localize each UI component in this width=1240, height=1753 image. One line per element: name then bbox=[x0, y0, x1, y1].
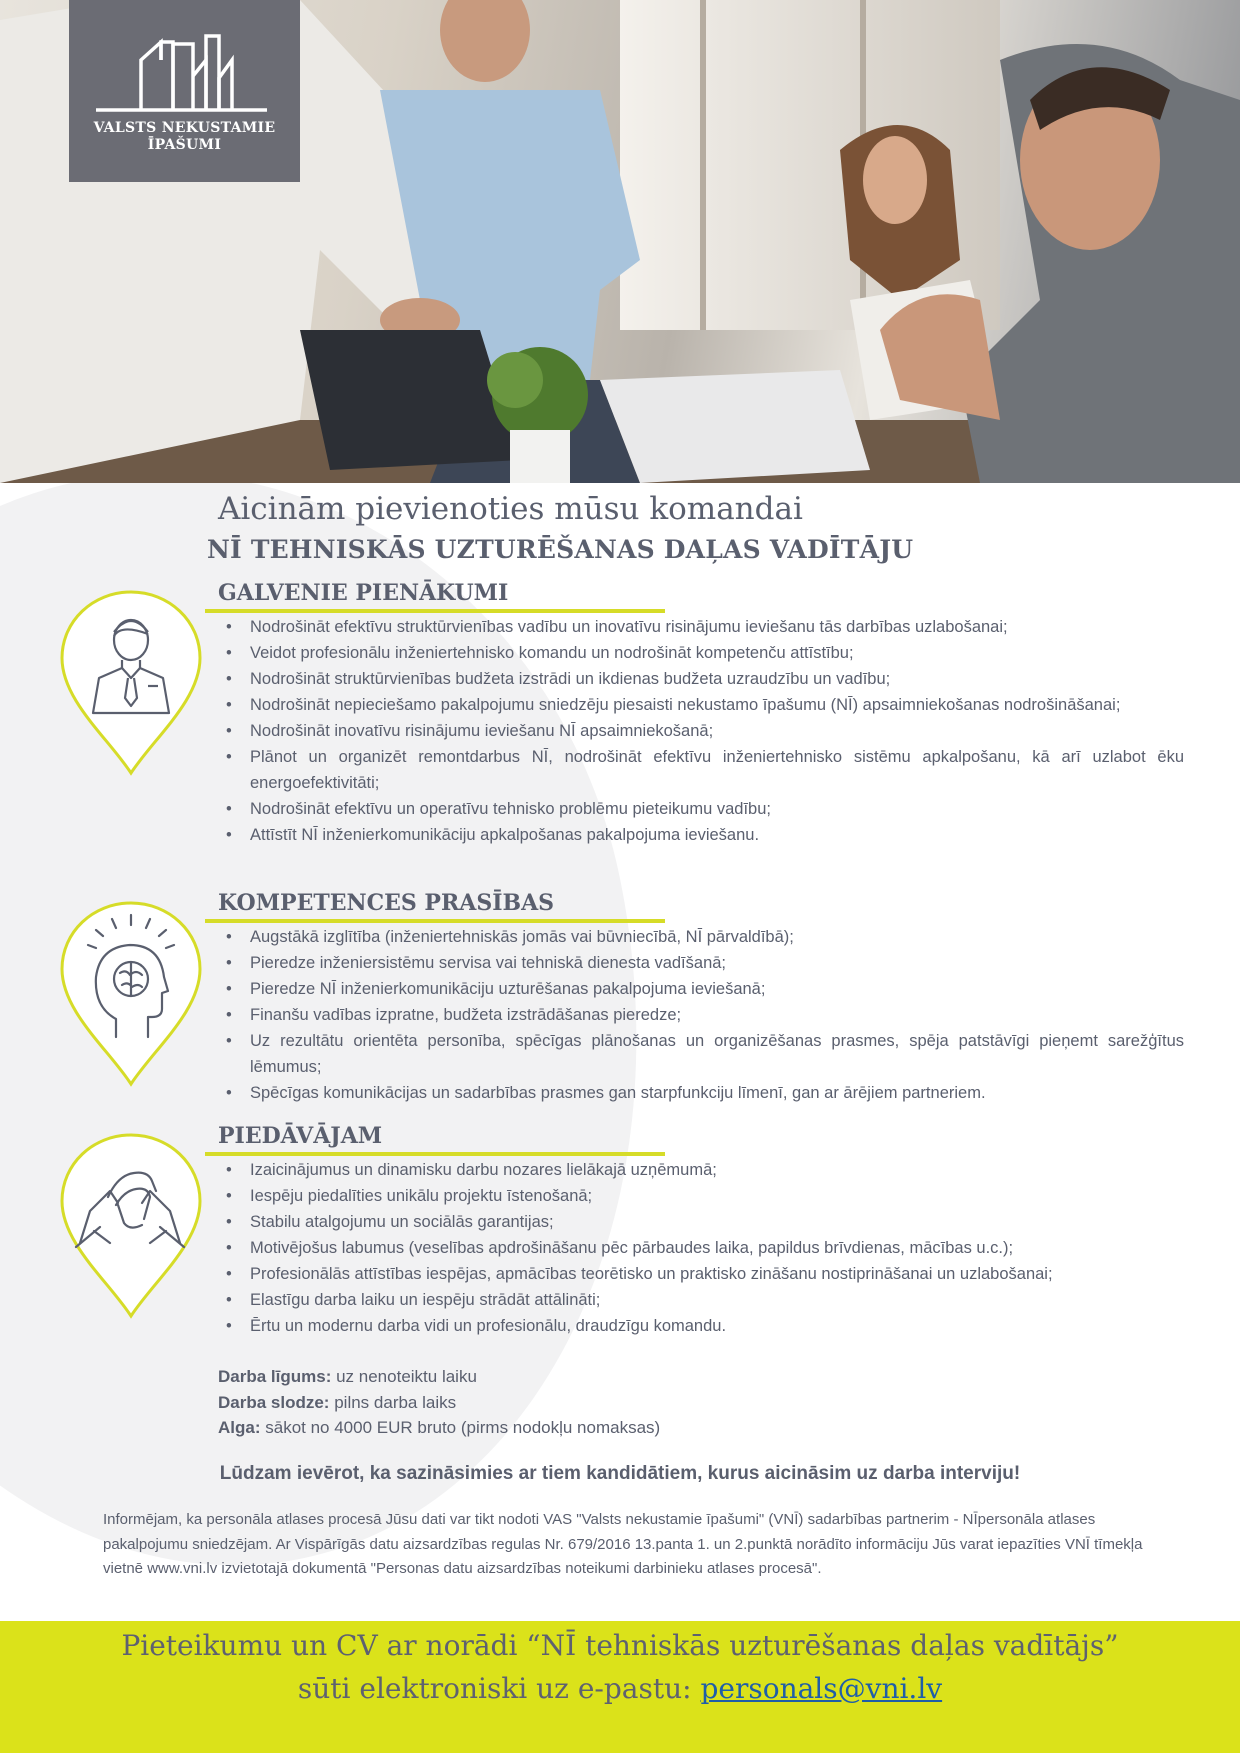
list-item: • Profesionālās attīstības iespējas, apmācības teorētisko un praktisko zināšanu nostiprināšanai un uzlabošanai; bbox=[216, 1261, 1184, 1287]
section-underline bbox=[205, 1152, 665, 1156]
position-title: NĪ TEHNISKĀS UZTURĒŠANAS DAĻAS VADĪTĀJU bbox=[207, 535, 914, 564]
list-item: • Pieredze inženiersistēmu servisa vai tehniskā dienesta vadīšanā; bbox=[216, 950, 1184, 976]
contract-label: Darba līgums: bbox=[218, 1367, 332, 1386]
load-label: Darba slodze: bbox=[218, 1392, 330, 1412]
section-title-competences: KOMPETENCES PRASĪBAS bbox=[218, 890, 555, 916]
contract-value: uz nenoteiktu laiku bbox=[336, 1367, 477, 1386]
logo-line-1: VALSTS NEKUSTAMIE bbox=[93, 120, 276, 136]
salary-value: sākot no 4000 EUR bruto (pirms nodokļu nomaksas) bbox=[265, 1418, 661, 1437]
list-item: • Nodrošināt inovatīvu risinājumu ieviešanu NĪ apsaimniekošanā; bbox=[216, 718, 1184, 744]
list-item: • Nodrošināt struktūrvienības budžeta izstrādi un ikdienas budžeta uzraudzību un vadību; bbox=[216, 666, 1184, 692]
list-item: • Ērtu un modernu darba vidi un profesionālu, draudzīgu komandu. bbox=[216, 1313, 1184, 1339]
list-item: • Augstākā izglītība (inženiertehniskās jomās vai būvniecībā, NĪ pārvaldībā); bbox=[216, 924, 1184, 950]
brain-head-icon bbox=[58, 899, 204, 1089]
list-item: • Nodrošināt nepieciešamo pakalpojumu sniedzēju piesaisti nekustamo īpašumu (NĪ) apsaimniekošanas nodrošināšanai; bbox=[216, 692, 1184, 718]
section-title-offer: PIEDĀVĀJAM bbox=[218, 1123, 383, 1149]
competences-list bbox=[216, 924, 1184, 1106]
footer-line-2 bbox=[0, 1672, 1240, 1705]
company-logo bbox=[69, 0, 300, 182]
list-item: • Elastīgu darba laiku un iespēju strādāt attālināti; bbox=[216, 1287, 1184, 1313]
job-ad-content bbox=[0, 483, 1240, 1621]
handshake-icon bbox=[58, 1131, 204, 1321]
interview-notice: Lūdzam ievērot, ka sazināsimies ar tiem kandidātiem, kurus aicināsim uz darba interviju! bbox=[219, 1463, 1021, 1484]
list-item: • Pieredze NĪ inženierkomunikāciju uzturēšanas pakalpojuma ieviešanā; bbox=[216, 976, 1184, 1002]
list-item: • Izaicinājumus un dinamisku darbu nozares lielākajā uzņēmumā; bbox=[216, 1157, 1184, 1183]
salary-label: Alga: bbox=[218, 1418, 261, 1437]
offer-list bbox=[216, 1157, 1184, 1339]
employment-terms bbox=[218, 1364, 660, 1441]
list-item: • Iespēju piedalīties unikālu projektu īstenošanā; bbox=[216, 1183, 1184, 1209]
privacy-notice: Informējam, ka personāla atlases procesā Jūsu dati var tikt nodoti VAS "Valsts nekustamie īpašumi" (VNĪ) sadarbības partnerim - NĪpersonāla atlases pakalpojumu sniedzējam. Ar Vispārīgās datu aizsardzības regulas Nr. 679/2016 13.panta 1. un 2.punktā norādīto informāciju Jūs varat iepazīties VNĪ tīmekļa vietnē www.vni.lv izvietotajā dokumentā "Personas datu aizsardzības noteikumi darbinieku atlases procesā". bbox=[103, 1511, 1143, 1577]
list-item: • Stabilu atalgojumu un sociālās garantijas; bbox=[216, 1209, 1184, 1235]
footer-line-2-prefix: sūti elektroniski uz e-pastu: bbox=[297, 1672, 692, 1705]
list-item: • Plānot un organizēt remontdarbus NĪ, nodrošināt efektīvu inženiertehnisko sistēmu apkalpošanu, kā arī uzlabot ēku energoefektivitāti; bbox=[216, 744, 1184, 796]
intro-heading: Aicinām pievienoties mūsu komandai bbox=[218, 491, 803, 527]
load-value: pilns darba laiks bbox=[334, 1392, 457, 1412]
logo-text bbox=[69, 120, 300, 154]
list-item: • Nodrošināt efektīvu struktūrvienības vadību un inovatīvu risinājumu ieviešanu tās darbības uzlabošanai; bbox=[216, 614, 1184, 640]
list-item: • Spēcīgas komunikācijas un sadarbības prasmes gan starpfunkciju līmenī, gan ar ārējiem partneriem. bbox=[216, 1080, 1184, 1106]
load-term bbox=[218, 1390, 660, 1416]
duties-list bbox=[216, 614, 1184, 848]
email-link[interactable]: personals@vni.lv bbox=[700, 1672, 943, 1705]
application-footer bbox=[0, 1621, 1240, 1753]
list-item: • Attīstīt NĪ inženierkomunikāciju apkalpošanas pakalpojuma ieviešanu. bbox=[216, 822, 1184, 848]
list-item: • Motivējošus labumus (veselības apdrošināšanu pēc pārbaudes laika, papildus brīvdienas, mācības u.c.); bbox=[216, 1235, 1184, 1261]
businessman-icon bbox=[58, 588, 204, 778]
section-underline bbox=[205, 609, 665, 613]
section-title-duties: GALVENIE PIENĀKUMI bbox=[218, 580, 509, 606]
list-item: • Nodrošināt efektīvu un operatīvu tehnisko problēmu pieteikumu vadību; bbox=[216, 796, 1184, 822]
list-item: • Finanšu vadības izpratne, budžeta izstrādāšanas pieredze; bbox=[216, 1002, 1184, 1028]
section-underline bbox=[205, 919, 665, 923]
building-logo-icon bbox=[69, 0, 300, 120]
contract-term bbox=[218, 1364, 660, 1390]
salary-term bbox=[218, 1415, 660, 1441]
logo-line-2: ĪPAŠUMI bbox=[147, 137, 222, 153]
footer-line-1: Pieteikumu un CV ar norādi “NĪ tehniskās uzturēšanas daļas vadītājs” bbox=[121, 1629, 1119, 1662]
list-item: • Uz rezultātu orientēta personība, spēcīgas plānošanas un organizēšanas prasmes, spēja patstāvīgi pieņemt sarežģītus lēmumus; bbox=[216, 1028, 1184, 1080]
list-item: • Veidot profesionālu inženiertehnisko komandu un nodrošināt kompetenču attīstību; bbox=[216, 640, 1184, 666]
